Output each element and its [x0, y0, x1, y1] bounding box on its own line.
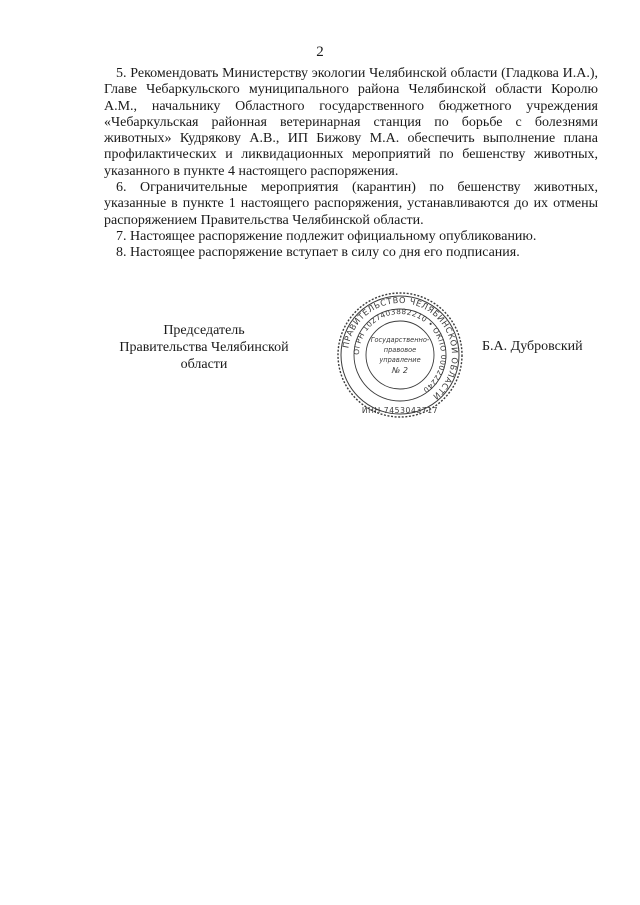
seal-outer-text: ПРАВИТЕЛЬСТВО ЧЕЛЯБИНСКОЙ ОБЛАСТИ	[340, 294, 461, 403]
signatory-title-line2: Правительства Челябинской области	[119, 340, 289, 372]
page-number: 2	[316, 44, 324, 60]
seal-registration-text: ОГРН 1027403882210 • ОКПО 00022240	[351, 306, 449, 395]
paragraph-5: 5. Рекомендовать Министерству экологии Челябинской области (Гладкова И.А.), Главе Чебаркульского муниципального района Челябинской области Королю А.М., начальнику Областного государственного бюджетного учреждения «Чебаркульская районная ветеринарная станция по борьбе с болезнями животных» Кудрякову А.В., ИП Бижову М.А. обеспечить выполнение плана профилактических и ликвидационных мероприятий по бешенству животных, указанного в пункте 4 настоящего распоряжения.	[104, 66, 598, 179]
seal-center-line2: правовое	[383, 346, 417, 354]
official-seal	[335, 290, 465, 420]
signatory-title-line1: Председатель	[163, 323, 245, 338]
seal-inn-text: ИНН 7453043717	[361, 406, 439, 415]
seal-center-line3: управление	[379, 356, 421, 364]
paragraph-8: 8. Настоящее распоряжение вступает в силу со дня его подписания.	[116, 245, 520, 261]
seal-center-line4: № 2	[392, 366, 408, 375]
paragraph-7: 7. Настоящее распоряжение подлежит официальному опубликованию.	[116, 228, 537, 244]
signature-block	[0, 290, 640, 420]
seal-center-line1: Государственно-	[370, 336, 430, 344]
signatory-name: Б.А. Дубровский	[482, 339, 583, 354]
paragraph-6: 6. Ограничительные мероприятия (карантин) по бешенству животных, указанные в пункте 1 настоящего распоряжения, устанавливаются до их отмены распоряжением Правительства Челябинской области.	[104, 180, 598, 228]
document-body	[104, 66, 598, 262]
signatory-title	[104, 322, 304, 373]
